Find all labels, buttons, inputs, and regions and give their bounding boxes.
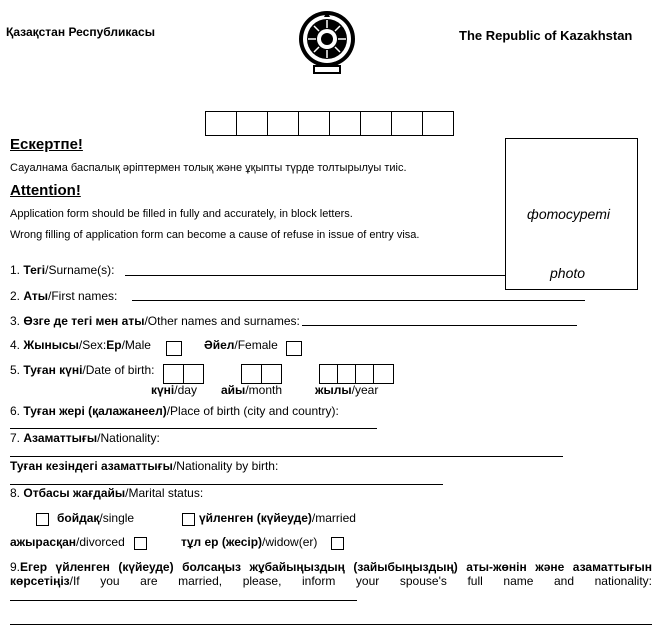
photo-label-en: photo (550, 265, 586, 281)
other-names-input-line[interactable] (302, 325, 577, 326)
birthplace-input-line[interactable] (10, 428, 377, 429)
photo-box[interactable] (505, 138, 638, 290)
dob-year-box[interactable] (373, 364, 394, 384)
number-box[interactable] (360, 111, 392, 136)
other-names-label: 3. Өзге де тегі мен аты/Other names and surnames: (10, 314, 300, 328)
spouse-input-line[interactable] (10, 600, 357, 601)
divorced-checkbox[interactable] (134, 537, 147, 550)
spouse-label-line2: көрсетіңіз/If you are married, please, inform your spouse's full name and nationality: (10, 574, 652, 588)
kazakhstan-emblem-icon (297, 9, 357, 75)
male-checkbox[interactable] (166, 341, 182, 356)
dob-label: 5. Туған күні/Date of birth: (10, 363, 155, 377)
notice-kz-text: Сауалнама баспалық әріптермен толық және ұқыпты түрде толтырылуы тиіс. (10, 162, 407, 174)
surname-label: 1. Тегі/Surname(s): (10, 263, 115, 277)
surname-input-line[interactable] (125, 275, 505, 276)
number-box[interactable] (391, 111, 423, 136)
marital-label: 8. Отбасы жағдайы/Marital status: (10, 486, 204, 500)
widow-label: тұл ер (жесір)/widow(er) (181, 535, 318, 549)
nationality-input-line[interactable] (10, 456, 563, 457)
header-left-title: Қазақстан Республикасы (6, 25, 155, 39)
photo-label-kz: фотосуреті (527, 206, 610, 222)
dob-year-box[interactable] (355, 364, 374, 384)
divorced-label: ажырасқан/divorced (10, 535, 125, 549)
header-right-title: The Republic of Kazakhstan (459, 28, 633, 43)
dob-year-box[interactable] (319, 364, 338, 384)
dob-day-label: күні/day (151, 383, 197, 397)
number-box[interactable] (267, 111, 299, 136)
dob-year-label: жылы/year (315, 383, 379, 397)
married-label: үйленген (күйеуде)/married (199, 511, 356, 525)
number-box[interactable] (236, 111, 268, 136)
number-box[interactable] (422, 111, 454, 136)
dob-month-box[interactable] (241, 364, 262, 384)
married-checkbox[interactable] (182, 513, 195, 526)
notice-en-text-1: Application form should be filled in fully and accurately, in block letters. (10, 208, 353, 220)
first-names-input-line[interactable] (132, 300, 585, 301)
sex-label: 4. Жынысы/Sex:Ер/Male (10, 338, 151, 352)
nationality-label: 7. Азаматтығы/Nationality: (10, 431, 160, 445)
nationality-birth-label: Туған кезіндегі азаматтығы/Nationality by birth: (10, 459, 279, 473)
dob-year-box[interactable] (337, 364, 356, 384)
dob-day-box[interactable] (183, 364, 204, 384)
dob-month-label: айы/month (221, 383, 282, 397)
dob-month-box[interactable] (261, 364, 282, 384)
single-label: бойдақ/single (57, 511, 135, 525)
spouse-input-line-2[interactable] (10, 624, 652, 625)
female-checkbox[interactable] (286, 341, 302, 356)
dob-day-box[interactable] (163, 364, 184, 384)
notice-en-heading: Attention! (10, 182, 81, 199)
first-names-label: 2. Аты/First names: (10, 289, 118, 303)
number-box[interactable] (298, 111, 330, 136)
single-checkbox[interactable] (36, 513, 49, 526)
female-label: Әйел/Female (204, 338, 278, 352)
birthplace-label: 6. Туған жері (қалажанеел)/Place of birth (city and country): (10, 404, 339, 418)
widow-checkbox[interactable] (331, 537, 344, 550)
number-box[interactable] (329, 111, 361, 136)
notice-en-text-2: Wrong filling of application form can become a cause of refuse in issue of entry visa. (10, 229, 420, 241)
nationality-birth-input-line[interactable] (10, 484, 443, 485)
spouse-label-line1: 9.Егер үйленген (күйеуде) болсаңыз жұбайыңыздың (зайыбыңыздың) аты-жөнін және азаматтығын (10, 560, 652, 574)
number-box[interactable] (205, 111, 237, 136)
notice-kz-heading: Ескертпе! (10, 136, 83, 153)
